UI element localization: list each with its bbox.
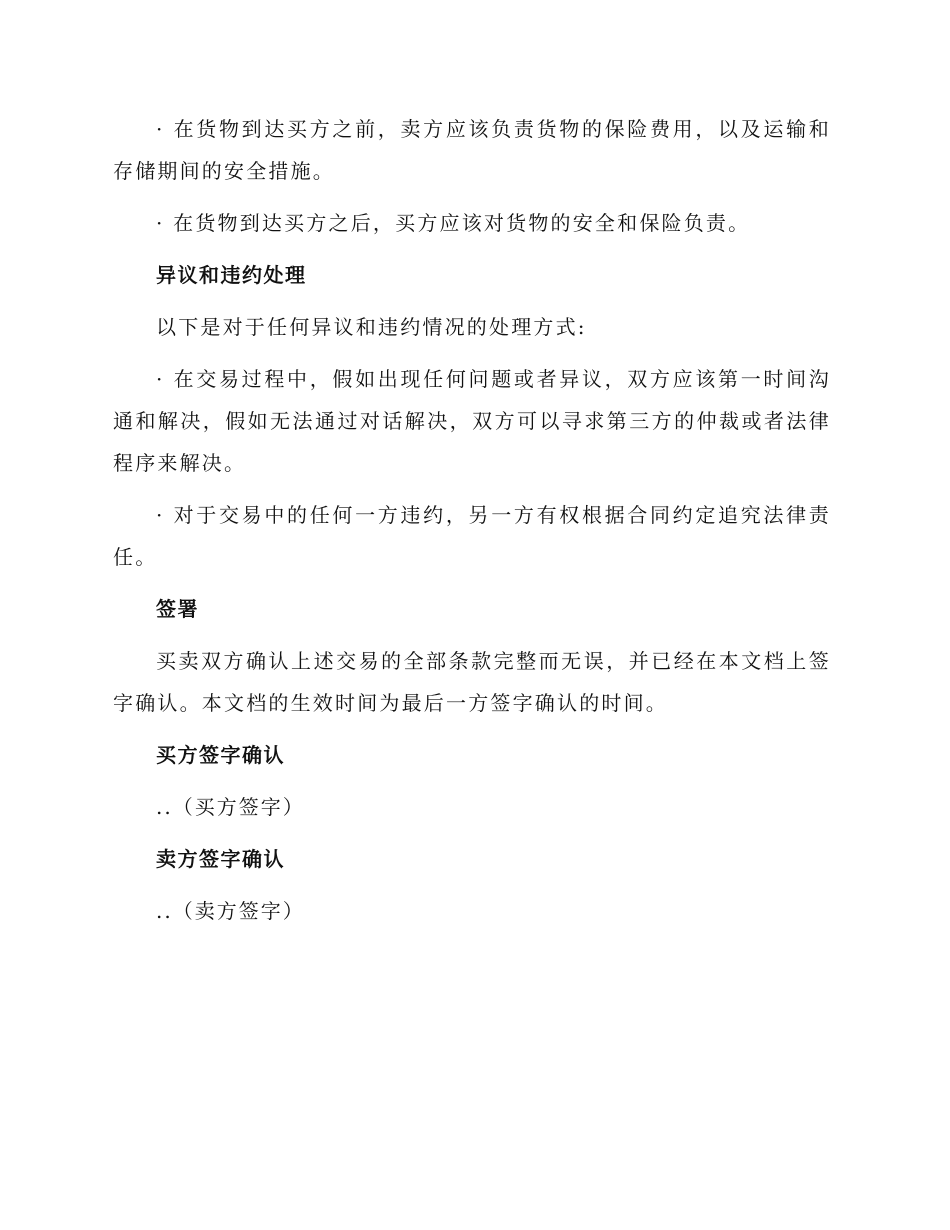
- document-body: [113, 108, 831, 932]
- bullet-dispute-resolution: · 在交易过程中，假如出现任何问题或者异议，双方应该第一时间沟通和解决，假如无法通过对话解决，双方可以寻求第三方的仲裁或者法律程序来解决。: [113, 367, 831, 475]
- section-heading-signing: 签署: [156, 597, 199, 621]
- seller-signature-heading: 卖方签字确认: [156, 847, 285, 871]
- bullet-insurance-after-arrival: · 在货物到达买方之后，买方应该对货物的安全和保险负责。: [156, 211, 751, 235]
- bullet-insurance-before-arrival: · 在货物到达买方之前，卖方应该负责货物的保险费用，以及运输和存储期间的安全措施。: [113, 117, 831, 183]
- section-heading-disputes: 异议和违约处理: [156, 263, 307, 287]
- disputes-intro: 以下是对于任何异议和违约情况的处理方式:: [156, 315, 587, 339]
- seller-signature-line: ..（卖方签字）: [156, 899, 305, 923]
- signing-statement: 买卖双方确认上述交易的全部条款完整而无误，并已经在本文档上签字确认。本文档的生效时间为最后一方签字确认的时间。: [113, 649, 831, 715]
- buyer-signature-heading: 买方签字确认: [156, 743, 285, 767]
- buyer-signature-line: ..（买方签字）: [156, 795, 305, 819]
- bullet-breach-liability: · 对于交易中的任何一方违约，另一方有权根据合同约定追究法律责任。: [113, 503, 831, 569]
